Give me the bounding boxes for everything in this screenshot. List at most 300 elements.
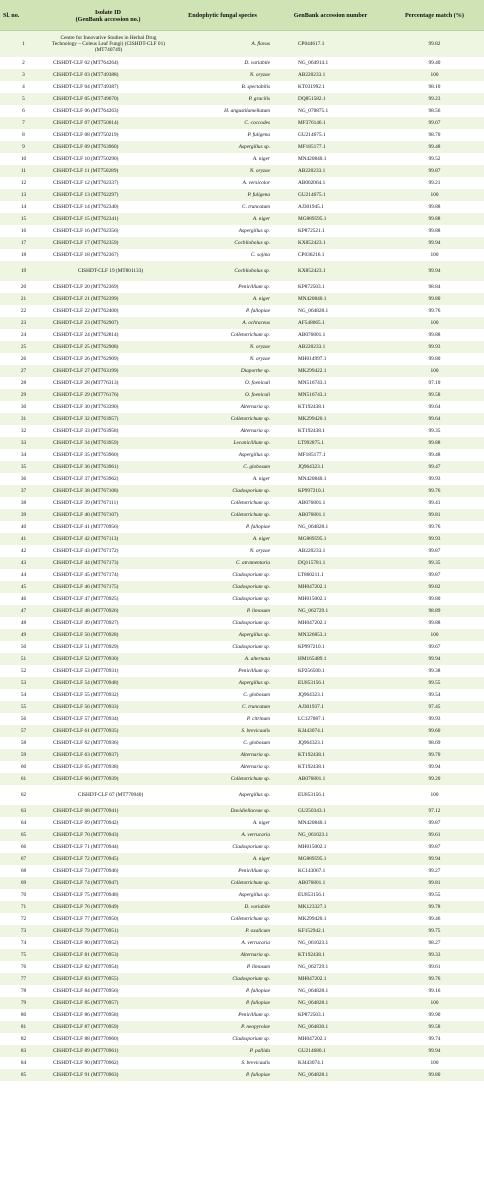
cell-sl-no: 80 bbox=[0, 1009, 47, 1021]
cell-percentage-match: 99.94 bbox=[385, 853, 484, 865]
cell-accession: JQ964323.1 bbox=[276, 737, 385, 749]
cell-isolate-id: CISHDT-CLF 35 (MT763960) bbox=[47, 449, 169, 461]
cell-percentage-match: 99.35 bbox=[385, 557, 484, 569]
cell-isolate-id: CISHDT-CLF 76 (MT770949) bbox=[47, 901, 169, 913]
cell-isolate-id: CISHDT-CLF 88 (MT770960) bbox=[47, 1033, 169, 1045]
cell-sl-no: 79 bbox=[0, 997, 47, 1009]
cell-accession: KT031992.1 bbox=[276, 81, 385, 93]
cell-species: Lecanicillium sp. bbox=[169, 437, 276, 449]
cell-percentage-match: 99.87 bbox=[385, 165, 484, 177]
cell-isolate-id: CISHDT-CLF 10 (MT750290) bbox=[47, 153, 169, 165]
table-row bbox=[0, 485, 484, 497]
cell-sl-no: 9 bbox=[0, 141, 47, 153]
cell-isolate-id: CISHDT-CLF 39 (MT767111) bbox=[47, 497, 169, 509]
table-row bbox=[0, 737, 484, 749]
cell-percentage-match: 99.80 bbox=[385, 1069, 484, 1081]
cell-species: Cladosporium sp. bbox=[169, 841, 276, 853]
cell-sl-no: 11 bbox=[0, 165, 47, 177]
table-row bbox=[0, 677, 484, 689]
cell-percentage-match: 99.33 bbox=[385, 949, 484, 961]
cell-sl-no: 43 bbox=[0, 557, 47, 569]
cell-accession: MG889595.1 bbox=[276, 853, 385, 865]
cell-percentage-match: 99.87 bbox=[385, 569, 484, 581]
cell-sl-no: 77 bbox=[0, 973, 47, 985]
cell-isolate-id: CISHDT-CLF 54 (MT770948) bbox=[47, 677, 169, 689]
cell-percentage-match: 98.84 bbox=[385, 281, 484, 293]
cell-isolate-id: CISHDT-CLF 69 (MT770942) bbox=[47, 817, 169, 829]
cell-sl-no: 44 bbox=[0, 569, 47, 581]
cell-isolate-id: CISHDT-CLF 36 (MT763961) bbox=[47, 461, 169, 473]
cell-isolate-id: CISHDT-CLF 67 (MT770940) bbox=[47, 785, 169, 805]
cell-species: Alternaria sp. bbox=[169, 749, 276, 761]
table-row bbox=[0, 201, 484, 213]
cell-accession: KT192438.1 bbox=[276, 761, 385, 773]
cell-accession: KP872503.1 bbox=[276, 1009, 385, 1021]
cell-sl-no: 27 bbox=[0, 365, 47, 377]
cell-sl-no: 34 bbox=[0, 449, 47, 461]
cell-isolate-id: CISHDT-CLF 56 (MT770933) bbox=[47, 701, 169, 713]
cell-accession: MN420840.1 bbox=[276, 153, 385, 165]
cell-sl-no: 62 bbox=[0, 785, 47, 805]
cell-accession: NG_062729.1 bbox=[276, 605, 385, 617]
cell-isolate-id: CISHDT-CLF 45 (MT767174) bbox=[47, 569, 169, 581]
header-accession: GenBank accession number bbox=[276, 0, 385, 31]
cell-species: C. globosum bbox=[169, 689, 276, 701]
cell-species: Penicillium sp. bbox=[169, 665, 276, 677]
cell-percentage-match: 99.94 bbox=[385, 653, 484, 665]
table-row bbox=[0, 461, 484, 473]
cell-accession: KT192438.1 bbox=[276, 749, 385, 761]
cell-accession: NG_064914.1 bbox=[276, 57, 385, 69]
cell-sl-no: 61 bbox=[0, 773, 47, 785]
table-row bbox=[0, 261, 484, 281]
table-row bbox=[0, 973, 484, 985]
cell-percentage-match: 99.54 bbox=[385, 689, 484, 701]
cell-isolate-id: CISHDT-CLF 15 (MT762341) bbox=[47, 213, 169, 225]
cell-percentage-match: 99.55 bbox=[385, 677, 484, 689]
table-row bbox=[0, 653, 484, 665]
cell-species: S. brevicaulis bbox=[169, 725, 276, 737]
cell-percentage-match: 99.23 bbox=[385, 93, 484, 105]
cell-sl-no: 55 bbox=[0, 701, 47, 713]
cell-species: N. oryzae bbox=[169, 341, 276, 353]
cell-sl-no: 46 bbox=[0, 593, 47, 605]
cell-accession: KC143067.1 bbox=[276, 865, 385, 877]
table-row bbox=[0, 69, 484, 81]
cell-isolate-id: CISHDT-CLF 57 (MT770934) bbox=[47, 713, 169, 725]
table-row bbox=[0, 449, 484, 461]
cell-sl-no: 75 bbox=[0, 949, 47, 961]
cell-isolate-id: CISHDT-CLF 82 (MT770954) bbox=[47, 961, 169, 973]
cell-percentage-match: 99.40 bbox=[385, 57, 484, 69]
cell-sl-no: 40 bbox=[0, 521, 47, 533]
cell-accession: AJ301945.1 bbox=[276, 201, 385, 213]
cell-isolate-id: CISHDT-CLF 40 (MT767107) bbox=[47, 509, 169, 521]
cell-percentage-match: 99.64 bbox=[385, 401, 484, 413]
table-row bbox=[0, 353, 484, 365]
cell-sl-no: 23 bbox=[0, 317, 47, 329]
cell-species: Aspergillus sp. bbox=[169, 225, 276, 237]
cell-accession: KP997210.1 bbox=[276, 485, 385, 497]
cell-sl-no: 30 bbox=[0, 401, 47, 413]
cell-species: Davidiellaceae sp. bbox=[169, 805, 276, 817]
cell-isolate-id: CISHDT-CLF 29 (MT776176) bbox=[47, 389, 169, 401]
table-row bbox=[0, 829, 484, 841]
cell-accession: KP872503.1 bbox=[276, 281, 385, 293]
cell-species: Alternaria sp. bbox=[169, 401, 276, 413]
table-row bbox=[0, 581, 484, 593]
cell-sl-no: 6 bbox=[0, 105, 47, 117]
cell-accession: KJ443074.1 bbox=[276, 1057, 385, 1069]
cell-species: A. niger bbox=[169, 213, 276, 225]
header-row bbox=[0, 0, 484, 31]
cell-sl-no: 20 bbox=[0, 281, 47, 293]
cell-species: A. flavus bbox=[169, 31, 276, 58]
cell-sl-no: 63 bbox=[0, 805, 47, 817]
cell-species: P. fallopiae bbox=[169, 1069, 276, 1081]
cell-species: Cochliobolus sp. bbox=[169, 261, 276, 281]
table-row bbox=[0, 805, 484, 817]
cell-isolate-id: CISHDT-CLF 23 (MT762907) bbox=[47, 317, 169, 329]
cell-species: P. limosum bbox=[169, 961, 276, 973]
cell-species: D. variabile bbox=[169, 57, 276, 69]
cell-isolate-id: CISHDT-CLF 20 (MT762369) bbox=[47, 281, 169, 293]
cell-sl-no: 45 bbox=[0, 581, 47, 593]
cell-accession: MK299422.1 bbox=[276, 365, 385, 377]
cell-percentage-match: 99.41 bbox=[385, 497, 484, 509]
cell-sl-no: 35 bbox=[0, 461, 47, 473]
table-row bbox=[0, 725, 484, 737]
cell-accession: DQ851582.1 bbox=[276, 93, 385, 105]
cell-species: A. niger bbox=[169, 473, 276, 485]
cell-isolate-id: CISHDT-CLF 44 (MT767173) bbox=[47, 557, 169, 569]
cell-sl-no: 68 bbox=[0, 865, 47, 877]
cell-species: A. versicolor bbox=[169, 177, 276, 189]
cell-species: N. oryzae bbox=[169, 69, 276, 81]
cell-sl-no: 8 bbox=[0, 129, 47, 141]
cell-percentage-match: 98.70 bbox=[385, 129, 484, 141]
cell-percentage-match: 99.74 bbox=[385, 1033, 484, 1045]
cell-sl-no: 70 bbox=[0, 889, 47, 901]
table-row bbox=[0, 925, 484, 937]
cell-species: D. variabile bbox=[169, 901, 276, 913]
cell-percentage-match: 99.27 bbox=[385, 865, 484, 877]
cell-species: A. alternata bbox=[169, 653, 276, 665]
cell-percentage-match: 99.55 bbox=[385, 889, 484, 901]
cell-accession: EU853156.1 bbox=[276, 785, 385, 805]
cell-species: Cladosporium sp. bbox=[169, 1033, 276, 1045]
cell-sl-no: 84 bbox=[0, 1057, 47, 1069]
cell-species: O. foeniculi bbox=[169, 389, 276, 401]
cell-accession: AB076801.1 bbox=[276, 509, 385, 521]
cell-accession: GU214680.1 bbox=[276, 1045, 385, 1057]
table-row bbox=[0, 985, 484, 997]
cell-sl-no: 2 bbox=[0, 57, 47, 69]
cell-percentage-match: 99.88 bbox=[385, 617, 484, 629]
cell-sl-no: 54 bbox=[0, 689, 47, 701]
cell-species: A. niger bbox=[169, 533, 276, 545]
cell-species: C. atramentaria bbox=[169, 557, 276, 569]
cell-percentage-match: 99.47 bbox=[385, 461, 484, 473]
cell-isolate-id: CISHDT-CLF 52 (MT770930) bbox=[47, 653, 169, 665]
table-row bbox=[0, 773, 484, 785]
cell-isolate-id: CISHDT-CLF 61 (MT770935) bbox=[47, 725, 169, 737]
cell-sl-no: 64 bbox=[0, 817, 47, 829]
cell-sl-no: 33 bbox=[0, 437, 47, 449]
table-header bbox=[0, 0, 484, 31]
cell-sl-no: 51 bbox=[0, 653, 47, 665]
cell-species: Cladosporium sp. bbox=[169, 485, 276, 497]
cell-isolate-id: CISHDT-CLF 83 (MT770955) bbox=[47, 973, 169, 985]
cell-isolate-id: CISHDT-CLF 46 (MT767175) bbox=[47, 581, 169, 593]
cell-accession: MN420840.1 bbox=[276, 293, 385, 305]
table-row bbox=[0, 901, 484, 913]
cell-isolate-id: CISHDT-CLF 11 (MT750289) bbox=[47, 165, 169, 177]
table-row bbox=[0, 341, 484, 353]
cell-sl-no: 29 bbox=[0, 389, 47, 401]
cell-isolate-id: CISHDT-CLF 05 (MT749670) bbox=[47, 93, 169, 105]
cell-isolate-id: CISHDT-CLF 08 (MT750219) bbox=[47, 129, 169, 141]
cell-isolate-id: CISHDT-CLF 34 (MT763959) bbox=[47, 437, 169, 449]
table-row bbox=[0, 497, 484, 509]
cell-species: Cladosporium sp. bbox=[169, 569, 276, 581]
cell-species: P. fallopiae bbox=[169, 521, 276, 533]
cell-percentage-match: 99.20 bbox=[385, 773, 484, 785]
table-row bbox=[0, 569, 484, 581]
cell-sl-no: 53 bbox=[0, 677, 47, 689]
cell-accession: MH015002.1 bbox=[276, 841, 385, 853]
cell-isolate-id: CISHDT-CLF 17 (MT762359) bbox=[47, 237, 169, 249]
cell-percentage-match: 99.81 bbox=[385, 877, 484, 889]
table-row bbox=[0, 81, 484, 93]
cell-accession: KP997210.1 bbox=[276, 641, 385, 653]
cell-sl-no: 74 bbox=[0, 937, 47, 949]
cell-percentage-match: 99.88 bbox=[385, 213, 484, 225]
cell-isolate-id: CISHDT-CLF 19 (MT801133) bbox=[47, 261, 169, 281]
cell-percentage-match: 98.69 bbox=[385, 737, 484, 749]
cell-accession: LC127087.1 bbox=[276, 713, 385, 725]
cell-species: Diaporthe sp. bbox=[169, 365, 276, 377]
cell-sl-no: 37 bbox=[0, 485, 47, 497]
cell-isolate-id: CISHDT-CLF 71 (MT770944) bbox=[47, 841, 169, 853]
cell-accession: EU853156.1 bbox=[276, 677, 385, 689]
cell-isolate-id: CISHDT-CLF 84 (MT770956) bbox=[47, 985, 169, 997]
cell-accession: MK299420.1 bbox=[276, 913, 385, 925]
cell-percentage-match: 98.56 bbox=[385, 105, 484, 117]
cell-accession: NG_061023.1 bbox=[276, 937, 385, 949]
cell-percentage-match: 99.87 bbox=[385, 545, 484, 557]
cell-species: C. globosum bbox=[169, 461, 276, 473]
cell-isolate-id: CISHDT-CLF 03 (MT749388) bbox=[47, 69, 169, 81]
cell-species: A. niger bbox=[169, 293, 276, 305]
table-row bbox=[0, 761, 484, 773]
cell-sl-no: 13 bbox=[0, 189, 47, 201]
cell-species: C. truncatum bbox=[169, 701, 276, 713]
table-row bbox=[0, 617, 484, 629]
cell-isolate-id: CISHDT-CLF 85 (MT770957) bbox=[47, 997, 169, 1009]
cell-sl-no: 72 bbox=[0, 913, 47, 925]
cell-isolate-id: CISHDT-CLF 72 (MT770945) bbox=[47, 853, 169, 865]
cell-species: Cladosporium sp. bbox=[169, 973, 276, 985]
cell-percentage-match: 97.12 bbox=[385, 805, 484, 817]
table-row bbox=[0, 281, 484, 293]
cell-sl-no: 82 bbox=[0, 1033, 47, 1045]
cell-sl-no: 36 bbox=[0, 473, 47, 485]
cell-sl-no: 67 bbox=[0, 853, 47, 865]
table-row bbox=[0, 713, 484, 725]
cell-species: Penicillium sp. bbox=[169, 1009, 276, 1021]
cell-sl-no: 60 bbox=[0, 761, 47, 773]
cell-sl-no: 85 bbox=[0, 1069, 47, 1081]
cell-accession: GU214675.1 bbox=[276, 129, 385, 141]
table-row bbox=[0, 413, 484, 425]
cell-species: P. fallopiae bbox=[169, 305, 276, 317]
table-body bbox=[0, 31, 484, 1082]
cell-sl-no: 15 bbox=[0, 213, 47, 225]
cell-species: Aspergillus sp. bbox=[169, 677, 276, 689]
cell-percentage-match: 99.60 bbox=[385, 725, 484, 737]
cell-sl-no: 25 bbox=[0, 341, 47, 353]
cell-accession: MN516743.1 bbox=[276, 389, 385, 401]
cell-sl-no: 17 bbox=[0, 237, 47, 249]
cell-sl-no: 24 bbox=[0, 329, 47, 341]
cell-accession: MH014997.1 bbox=[276, 353, 385, 365]
cell-percentage-match: 99.21 bbox=[385, 177, 484, 189]
table-row bbox=[0, 473, 484, 485]
cell-sl-no: 14 bbox=[0, 201, 47, 213]
cell-sl-no: 48 bbox=[0, 617, 47, 629]
cell-isolate-id: CISHDT-CLF 43 (MT767172) bbox=[47, 545, 169, 557]
cell-percentage-match: 99.58 bbox=[385, 1021, 484, 1033]
cell-accession: AF548065.1 bbox=[276, 317, 385, 329]
cell-species: Cladosporium sp. bbox=[169, 641, 276, 653]
table-row bbox=[0, 749, 484, 761]
cell-sl-no: 19 bbox=[0, 261, 47, 281]
table-row bbox=[0, 1045, 484, 1057]
cell-accession: MN326853.1 bbox=[276, 629, 385, 641]
cell-accession: NG_070875.1 bbox=[276, 105, 385, 117]
cell-sl-no: 16 bbox=[0, 225, 47, 237]
cell-isolate-id: CISHDT-CLF 86 (MT770958) bbox=[47, 1009, 169, 1021]
cell-isolate-id: CISHDT-CLF 53 (MT770931) bbox=[47, 665, 169, 677]
cell-species: C. coccodes bbox=[169, 117, 276, 129]
cell-accession: AB220233.1 bbox=[276, 165, 385, 177]
cell-percentage-match: 99.88 bbox=[385, 329, 484, 341]
cell-percentage-match: 97.10 bbox=[385, 377, 484, 389]
cell-accession: GU214675.1 bbox=[276, 189, 385, 201]
cell-accession: NG_062729.1 bbox=[276, 961, 385, 973]
table-row bbox=[0, 509, 484, 521]
cell-species: C. truncatum bbox=[169, 201, 276, 213]
cell-sl-no: 78 bbox=[0, 985, 47, 997]
cell-percentage-match: 99.48 bbox=[385, 449, 484, 461]
cell-isolate-id: CISHDT-CLF 09 (MT763960) bbox=[47, 141, 169, 153]
cell-sl-no: 76 bbox=[0, 961, 47, 973]
cell-species: N. oryzae bbox=[169, 353, 276, 365]
table-row bbox=[0, 557, 484, 569]
table-row bbox=[0, 93, 484, 105]
cell-isolate-id: CISHDT-CLF 75 (MT770948) bbox=[47, 889, 169, 901]
cell-percentage-match: 99.70 bbox=[385, 749, 484, 761]
cell-percentage-match: 99.80 bbox=[385, 353, 484, 365]
cell-accession: MH047202.1 bbox=[276, 617, 385, 629]
cell-percentage-match: 97.45 bbox=[385, 701, 484, 713]
cell-accession: MG889595.1 bbox=[276, 213, 385, 225]
cell-percentage-match: 99.76 bbox=[385, 973, 484, 985]
cell-species: Cladosporium sp. bbox=[169, 617, 276, 629]
table-row bbox=[0, 1033, 484, 1045]
table-row bbox=[0, 31, 484, 58]
cell-isolate-id: CISHDT-CLF 50 (MT770928) bbox=[47, 629, 169, 641]
cell-accession: KT192438.1 bbox=[276, 949, 385, 961]
cell-percentage-match: 99.78 bbox=[385, 901, 484, 913]
cell-percentage-match: 100 bbox=[385, 69, 484, 81]
cell-isolate-id: CISHDT-CLF 33 (MT763958) bbox=[47, 425, 169, 437]
cell-species: A. niger bbox=[169, 853, 276, 865]
cell-sl-no: 3 bbox=[0, 69, 47, 81]
cell-species: Colletotrichum sp. bbox=[169, 329, 276, 341]
cell-isolate-id: CISHDT-CLF 42 (MT767113) bbox=[47, 533, 169, 545]
cell-percentage-match: 100 bbox=[385, 785, 484, 805]
table-row bbox=[0, 521, 484, 533]
cell-percentage-match: 99.75 bbox=[385, 925, 484, 937]
cell-isolate-id: CISHDT-CLF 62 (MT770936) bbox=[47, 737, 169, 749]
cell-percentage-match: 99.80 bbox=[385, 293, 484, 305]
cell-percentage-match: 99.81 bbox=[385, 509, 484, 521]
table-row bbox=[0, 437, 484, 449]
table-row bbox=[0, 189, 484, 201]
cell-accession: NG_064828.1 bbox=[276, 1069, 385, 1081]
cell-species: Aspergillus sp. bbox=[169, 629, 276, 641]
cell-sl-no: 5 bbox=[0, 93, 47, 105]
cell-species: O. foeniculi bbox=[169, 377, 276, 389]
cell-percentage-match: 99.87 bbox=[385, 817, 484, 829]
cell-species: P. pallida bbox=[169, 1045, 276, 1057]
cell-accession: NG_061023.1 bbox=[276, 829, 385, 841]
cell-percentage-match: 99.88 bbox=[385, 437, 484, 449]
cell-isolate-id: CISHDT-CLF 22 (MT762400) bbox=[47, 305, 169, 317]
cell-species: S. brevicaulis bbox=[169, 1057, 276, 1069]
cell-isolate-id: CISHDT-CLF 49 (MT770927) bbox=[47, 617, 169, 629]
cell-percentage-match: 99.93 bbox=[385, 713, 484, 725]
cell-accession: JQ964323.1 bbox=[276, 461, 385, 473]
cell-sl-no: 21 bbox=[0, 293, 47, 305]
cell-isolate-id: CISHDT-CLF 07 (MT750014) bbox=[47, 117, 169, 129]
cell-percentage-match: 99.82 bbox=[385, 31, 484, 58]
cell-isolate-id: CISHDT-CLF 51 (MT770929) bbox=[47, 641, 169, 653]
cell-isolate-id: CISHDT-CLF 16 (MT762356) bbox=[47, 225, 169, 237]
header-species: Endophytic fungal species bbox=[169, 0, 276, 31]
table-row bbox=[0, 237, 484, 249]
cell-percentage-match: 99.48 bbox=[385, 141, 484, 153]
table-row bbox=[0, 817, 484, 829]
cell-species: P. oxalicum bbox=[169, 925, 276, 937]
cell-sl-no: 59 bbox=[0, 749, 47, 761]
table-row bbox=[0, 141, 484, 153]
cell-isolate-id: CISHDT-CLF 41 (MT770956) bbox=[47, 521, 169, 533]
cell-isolate-id: CISHDT-CLF 26 (MT762909) bbox=[47, 353, 169, 365]
cell-accession: KP872521.1 bbox=[276, 225, 385, 237]
cell-accession: AB002064.1 bbox=[276, 177, 385, 189]
cell-species: Cochliobolus sp. bbox=[169, 237, 276, 249]
cell-percentage-match: 98.27 bbox=[385, 937, 484, 949]
cell-accession: KX852423.1 bbox=[276, 261, 385, 281]
cell-species: Aspergillus sp. bbox=[169, 449, 276, 461]
cell-sl-no: 26 bbox=[0, 353, 47, 365]
cell-sl-no: 81 bbox=[0, 1021, 47, 1033]
cell-percentage-match: 99.16 bbox=[385, 985, 484, 997]
cell-accession: NG_064830.1 bbox=[276, 1021, 385, 1033]
